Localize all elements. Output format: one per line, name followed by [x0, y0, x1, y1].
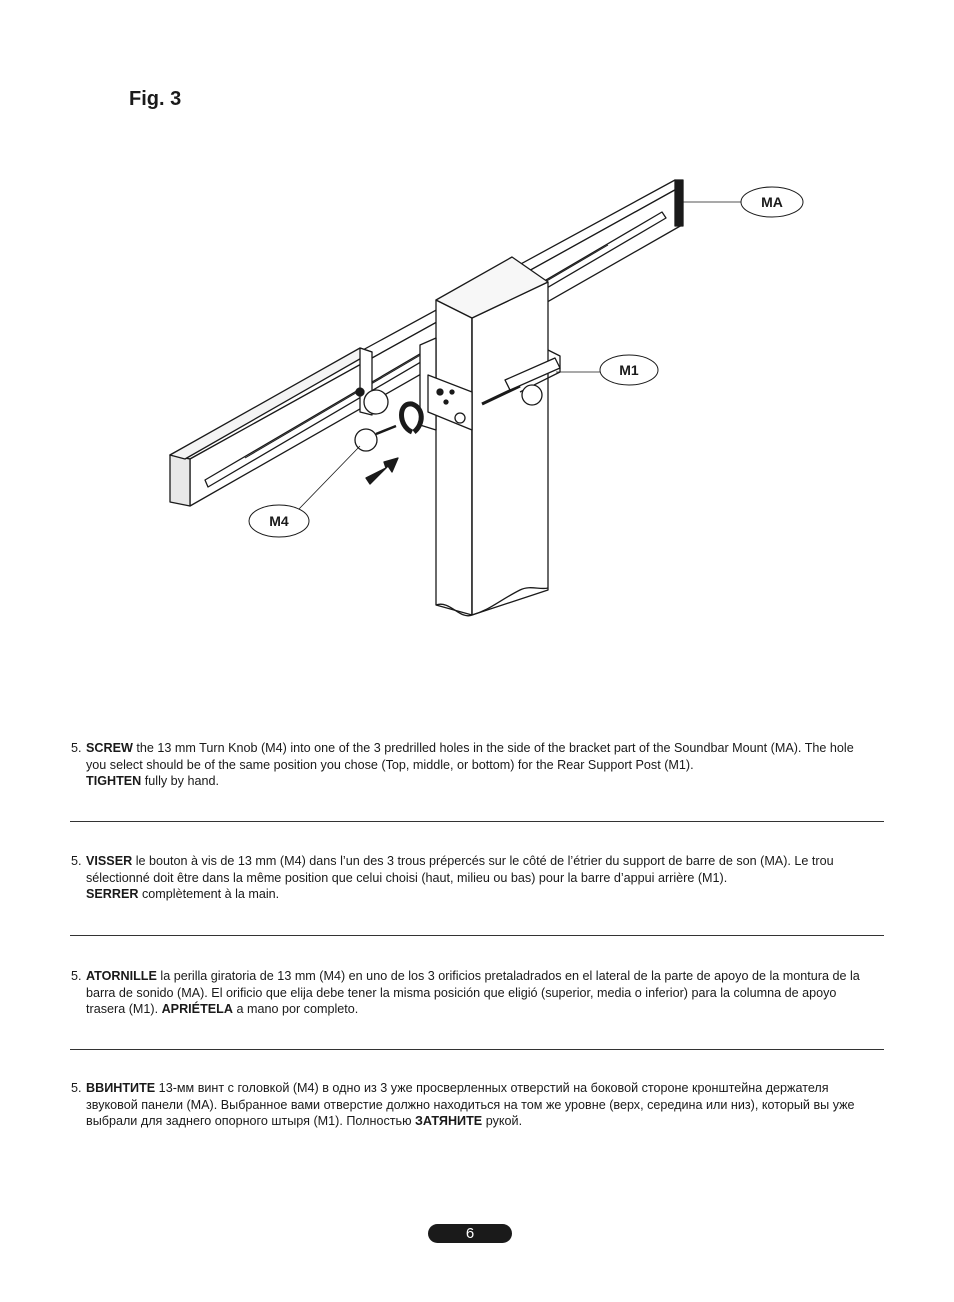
rotation-arrow [402, 404, 422, 432]
step-keyword: SCREW [86, 741, 133, 755]
step-ru [71, 1080, 871, 1130]
divider [70, 935, 884, 936]
step-keyword: ВВИНТИТЕ [86, 1081, 156, 1095]
step-text-run: la perilla giratoria de 13 mm (M4) en uno de los 3 orificios pretaladrados en el lateral de la parte de apoyo de la montura de la barra de sonido (MA). El orificio que elija debe tener la misma posición que eligió (superior, media o inferior) para la columna de apoyo trasera (M1). [86, 969, 860, 1016]
divider [70, 1049, 884, 1050]
post-side [472, 282, 548, 615]
step-en [71, 740, 871, 790]
step-text-run: 13-мм винт с головкой (M4) в одно из 3 уже просверленных отверстий на боковой стороне кронштейна держателя звуковой панели (MA). Выбранное вами отверстие должно находиться на том же уровне (верх, середина или низ), который вы уже выбрали для заднего опорного штыря (M1). Полностью [86, 1081, 855, 1128]
step-text [86, 740, 871, 790]
step-keyword: ATORNILLE [86, 969, 157, 983]
step-text-run: complètement à la main. [138, 887, 280, 901]
page-number: 6 [428, 1224, 512, 1243]
step-text-run: a mano por completo. [232, 1002, 359, 1016]
bar-end-face [170, 455, 190, 506]
step-text-run: the 13 mm Turn Knob (M4) into one of the 3 predrilled holes in the side of the bracket part of the Soundbar Mount (MA). The hole you select should be of the same position you chose (Top, middle, or bottom) for the Rear Support Post (M1). [86, 741, 854, 772]
step-text [86, 1080, 871, 1130]
step-fr [71, 853, 871, 903]
step-es [71, 968, 871, 1018]
step-text [86, 853, 871, 903]
callout-ma-label: MA [761, 194, 783, 210]
step-keyword: ЗАТЯНИТЕ [415, 1114, 483, 1128]
step-number: 5. [71, 1081, 82, 1095]
post-front [436, 300, 472, 615]
step-number: 5. [71, 741, 82, 755]
step-text-run: le bouton à vis de 13 mm (M4) dans l’un des 3 trous prépercés sur le côté de l’étrier du support de barre de son (MA). Le trou sélectionné doit être dans la même position que celui choisi (haut, milieu ou bas) pour la barre d’appui arrière (M1). [86, 854, 834, 885]
bracket-knob [364, 390, 388, 414]
callout-m4-label: M4 [269, 513, 289, 529]
callout-m1-label: M1 [619, 362, 639, 378]
bar-right-end [675, 180, 683, 226]
step-keyword: VISSER [86, 854, 133, 868]
step-keyword: TIGHTEN [86, 774, 142, 788]
step-keyword: SERRER [86, 887, 139, 901]
step-keyword: APRIÉTELA [161, 1002, 233, 1016]
step-number: 5. [71, 854, 82, 868]
step-text-run: рукой. [482, 1114, 523, 1128]
step-text [86, 968, 871, 1018]
push-arrow [366, 458, 398, 484]
divider [70, 821, 884, 822]
step-text-run: fully by hand. [141, 774, 219, 788]
m1-knob [522, 385, 542, 405]
step-number: 5. [71, 969, 82, 983]
figure-title: Fig. 3 [129, 88, 182, 110]
